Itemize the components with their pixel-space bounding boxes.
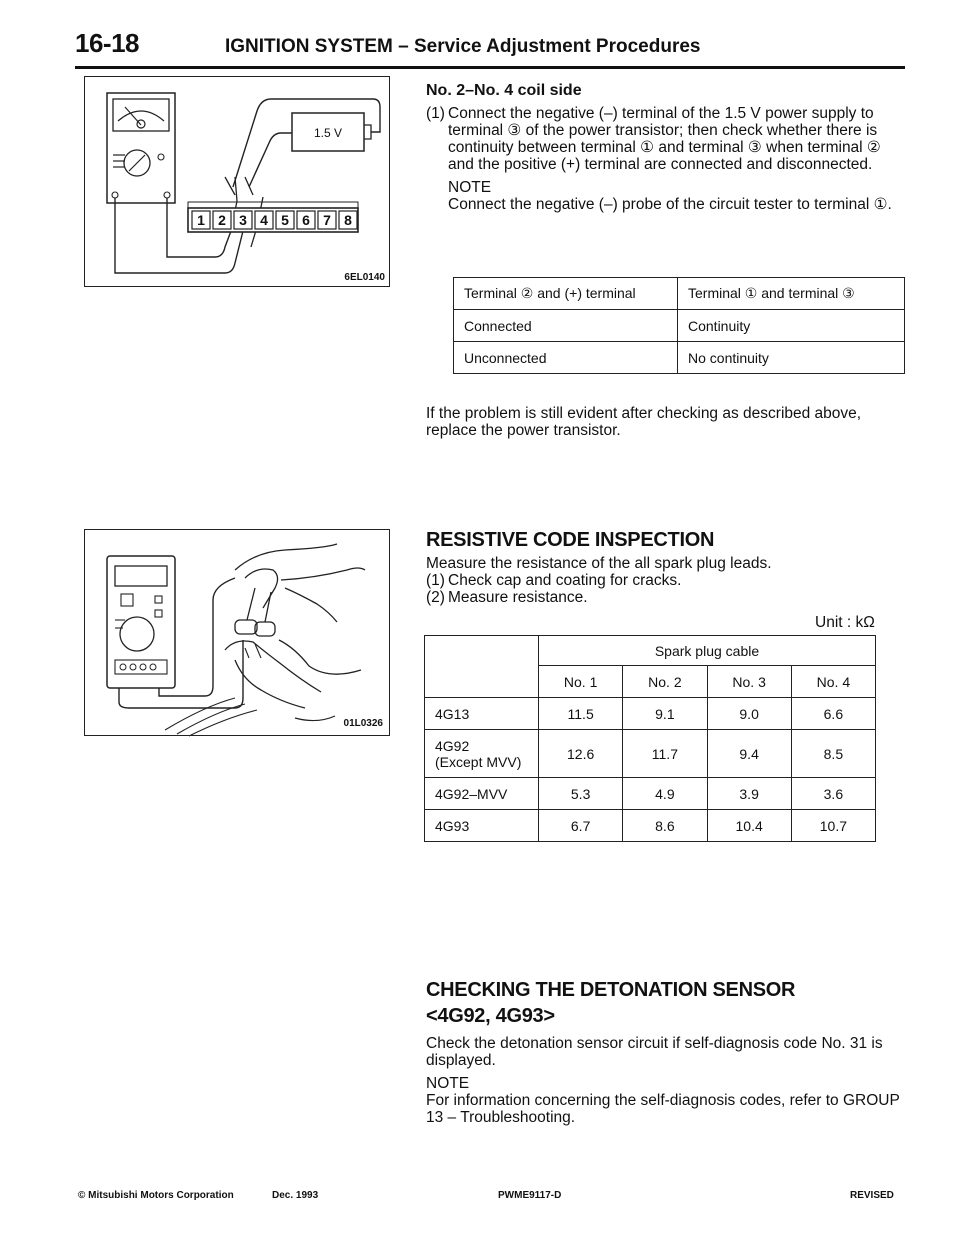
table-cell: 9.1 <box>623 698 707 730</box>
detonation-section <box>426 977 906 1126</box>
battery-label: 1.5 V <box>313 126 343 140</box>
resistive-step <box>426 572 906 589</box>
table-header: No. 4 <box>791 666 875 698</box>
table-group-header: Spark plug cable <box>539 636 876 666</box>
table-cell: 11.5 <box>539 698 623 730</box>
page-header <box>75 26 905 70</box>
table-row <box>454 342 905 374</box>
step-number: (2) <box>426 589 445 606</box>
coil-check-step <box>426 105 906 173</box>
footer-date: Dec. 1993 <box>272 1190 319 1201</box>
table-row <box>425 810 876 842</box>
note-label: NOTE <box>426 1075 470 1092</box>
power-transistor-test-illustration <box>85 77 391 288</box>
table-cell: 11.7 <box>623 730 707 778</box>
table-header: No. 1 <box>539 666 623 698</box>
detonation-heading: CHECKING THE DETONATION SENSOR <box>426 979 796 1001</box>
table-cell: 5.3 <box>539 778 623 810</box>
table-row <box>425 778 876 810</box>
resistive-step <box>426 589 906 606</box>
continuity-table <box>453 277 905 374</box>
terminal-label: 1 <box>197 212 205 228</box>
table-header: Terminal ① and terminal ③ <box>678 278 905 310</box>
table-cell: Continuity <box>678 310 905 342</box>
detonation-text: Check the detonation sensor circuit if self-diagnosis code No. 31 is displayed. <box>426 1035 883 1069</box>
table-cell: 10.4 <box>707 810 791 842</box>
table-cell: Unconnected <box>454 342 678 374</box>
table-cell: 3.6 <box>791 778 875 810</box>
engine-cell: 4G92–MVV <box>425 778 539 810</box>
coil-check-heading: No. 2–No. 4 coil side <box>426 82 582 99</box>
page-title: IGNITION SYSTEM – Service Adjustment Procedures <box>225 36 701 57</box>
table-header-row <box>454 278 905 310</box>
terminal-label: 7 <box>323 212 331 228</box>
engine-cell: 4G93 <box>425 810 539 842</box>
note-text: For information concerning the self-diagnosis codes, refer to GROUP 13 – Troubleshooting. <box>426 1092 900 1126</box>
resistive-heading: RESISTIVE CODE INSPECTION <box>426 529 715 551</box>
table-cell: 10.7 <box>791 810 875 842</box>
step-text: Check cap and coating for cracks. <box>448 572 682 589</box>
table-cell: 4.9 <box>623 778 707 810</box>
engine-cell: 4G13 <box>425 698 539 730</box>
table-cell: 9.4 <box>707 730 791 778</box>
terminal-label: 4 <box>260 212 268 228</box>
step-text: Measure resistance. <box>448 589 588 606</box>
footer-status: REVISED <box>850 1190 894 1201</box>
table-header: No. 3 <box>707 666 791 698</box>
table-cell: 12.6 <box>539 730 623 778</box>
engine-cell: 4G92 (Except MVV) <box>425 730 539 778</box>
coil-check-section <box>426 82 906 213</box>
table-cell: Connected <box>454 310 678 342</box>
figure-spark-plug-lead-test <box>84 529 390 736</box>
table-header-row <box>425 636 876 666</box>
spark-plug-lead-illustration <box>85 530 391 737</box>
table-cell: 8.6 <box>623 810 707 842</box>
step-number: (1) <box>426 105 445 122</box>
step-number: (1) <box>426 572 445 589</box>
terminal-label: 2 <box>218 212 226 228</box>
table-header: Terminal ② and (+) terminal <box>454 278 678 310</box>
page-number: 16-18 <box>75 28 139 58</box>
resistance-table <box>424 635 876 842</box>
detonation-subheading: <4G92, 4G93> <box>426 1005 555 1027</box>
terminal-label: 3 <box>239 212 247 228</box>
terminal-label: 6 <box>302 212 310 228</box>
table-row <box>425 698 876 730</box>
table-corner <box>425 636 539 698</box>
terminal-label: 5 <box>281 212 289 228</box>
step-text: Connect the negative (–) terminal of the 1.5 V power supply to terminal ③ of the power transistor; then check whether there is continuity between terminal ① and terminal ③ when terminal ② and the positive (+) terminal are connected and disconnected. <box>448 105 881 173</box>
coil-check-conclusion: If the problem is still evident after checking as described above, replace the power transistor. <box>426 405 862 439</box>
resistive-section <box>426 529 906 606</box>
footer-copyright: © Mitsubishi Motors Corporation <box>78 1190 234 1201</box>
note-label: NOTE <box>448 179 492 196</box>
resistive-intro: Measure the resistance of the all spark plug leads. <box>426 555 772 572</box>
footer-doc-code: PWME9117-D <box>498 1190 562 1201</box>
unit-label: Unit : kΩ <box>815 614 875 631</box>
header-rule <box>75 66 905 69</box>
table-cell: 6.6 <box>791 698 875 730</box>
table-cell: 3.9 <box>707 778 791 810</box>
table-cell: No continuity <box>678 342 905 374</box>
figure-code: 6EL0140 <box>344 272 385 283</box>
figure-code: 01L0326 <box>343 718 383 729</box>
figure-power-transistor-test <box>84 76 390 287</box>
table-row <box>425 730 876 778</box>
table-cell: 6.7 <box>539 810 623 842</box>
terminal-label: 8 <box>344 212 352 228</box>
table-cell: 9.0 <box>707 698 791 730</box>
table-cell: 8.5 <box>791 730 875 778</box>
table-header: No. 2 <box>623 666 707 698</box>
note-text: Connect the negative (–) probe of the circuit tester to terminal ①. <box>448 196 892 213</box>
table-row <box>454 310 905 342</box>
